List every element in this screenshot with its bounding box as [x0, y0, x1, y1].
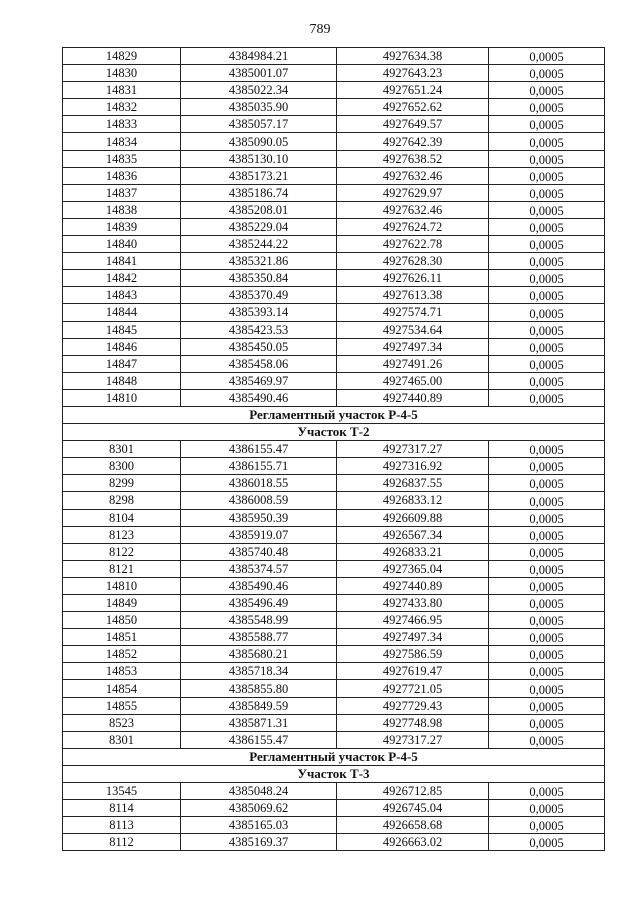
- point-number-cell: 8298: [63, 492, 181, 509]
- accuracy-cell: 0,0005: [489, 731, 605, 748]
- x-coordinate-cell: 4385321.86: [181, 253, 337, 270]
- accuracy-cell: 0,0005: [489, 834, 605, 851]
- y-coordinate-cell: 4927642.39: [337, 133, 489, 150]
- point-number-cell: 14834: [63, 133, 181, 150]
- point-number-cell: 14842: [63, 270, 181, 287]
- y-coordinate-cell: 4927634.38: [337, 48, 489, 65]
- point-number-cell: 14838: [63, 201, 181, 218]
- table-row: [63, 270, 605, 287]
- y-coordinate-cell: 4927534.64: [337, 321, 489, 338]
- accuracy-cell: 0,0005: [489, 218, 605, 235]
- table-row: [63, 441, 605, 458]
- point-number-cell: 8122: [63, 543, 181, 560]
- y-coordinate-cell: 4927433.80: [337, 595, 489, 612]
- accuracy-cell: 0,0005: [489, 184, 605, 201]
- x-coordinate-cell: 4385718.34: [181, 663, 337, 680]
- y-coordinate-cell: 4927624.72: [337, 218, 489, 235]
- x-coordinate-cell: 4385374.57: [181, 560, 337, 577]
- accuracy-cell: 0,0005: [489, 783, 605, 800]
- accuracy-cell: 0,0005: [489, 65, 605, 82]
- accuracy-cell: 0,0005: [489, 99, 605, 116]
- page-number: 789: [309, 22, 331, 37]
- x-coordinate-cell: 4385350.84: [181, 270, 337, 287]
- table-row: [63, 697, 605, 714]
- section-title: Регламентный участок Р-4-5: [63, 406, 605, 423]
- x-coordinate-cell: 4385469.97: [181, 372, 337, 389]
- point-number-cell: 14854: [63, 680, 181, 697]
- x-coordinate-cell: 4385186.74: [181, 184, 337, 201]
- point-number-cell: 14844: [63, 304, 181, 321]
- y-coordinate-cell: 4927316.92: [337, 458, 489, 475]
- x-coordinate-cell: 4385393.14: [181, 304, 337, 321]
- point-number-cell: 8300: [63, 458, 181, 475]
- accuracy-cell: 0,0005: [489, 201, 605, 218]
- table-row: [63, 133, 605, 150]
- table-row: [63, 253, 605, 270]
- point-number-cell: 8123: [63, 526, 181, 543]
- point-number-cell: 14853: [63, 663, 181, 680]
- x-coordinate-cell: 4386155.47: [181, 441, 337, 458]
- table-row: [63, 65, 605, 82]
- y-coordinate-cell: 4927651.24: [337, 82, 489, 99]
- table-row: [63, 612, 605, 629]
- table-row: [63, 218, 605, 235]
- accuracy-cell: 0,0005: [489, 441, 605, 458]
- point-number-cell: 14840: [63, 236, 181, 253]
- x-coordinate-cell: 4385069.62: [181, 800, 337, 817]
- accuracy-cell: 0,0005: [489, 338, 605, 355]
- x-coordinate-cell: 4385173.21: [181, 167, 337, 184]
- x-coordinate-cell: 4386008.59: [181, 492, 337, 509]
- point-number-cell: 8301: [63, 441, 181, 458]
- accuracy-cell: 0,0005: [489, 577, 605, 594]
- accuracy-cell: 0,0005: [489, 543, 605, 560]
- x-coordinate-cell: 4385035.90: [181, 99, 337, 116]
- point-number-cell: 14850: [63, 612, 181, 629]
- accuracy-cell: 0,0005: [489, 646, 605, 663]
- x-coordinate-cell: 4384984.21: [181, 48, 337, 65]
- coordinates-table: [62, 47, 605, 851]
- y-coordinate-cell: 4927574.71: [337, 304, 489, 321]
- table-row: [63, 99, 605, 116]
- table-row: [63, 389, 605, 406]
- x-coordinate-cell: 4385165.03: [181, 817, 337, 834]
- y-coordinate-cell: 4927638.52: [337, 150, 489, 167]
- point-number-cell: 13545: [63, 783, 181, 800]
- y-coordinate-cell: 4927748.98: [337, 714, 489, 731]
- table-row: [63, 321, 605, 338]
- y-coordinate-cell: 4926745.04: [337, 800, 489, 817]
- section-title-row: [63, 748, 605, 765]
- accuracy-cell: 0,0005: [489, 82, 605, 99]
- table-row: [63, 680, 605, 697]
- coordinates-table-body: [63, 48, 605, 851]
- point-number-cell: 14810: [63, 389, 181, 406]
- table-row: [63, 629, 605, 646]
- section-subtitle: Участок Т-3: [63, 765, 605, 782]
- table-row: [63, 731, 605, 748]
- accuracy-cell: 0,0005: [489, 133, 605, 150]
- point-number-cell: 14831: [63, 82, 181, 99]
- y-coordinate-cell: 4927721.05: [337, 680, 489, 697]
- table-row: [63, 458, 605, 475]
- section-title-row: [63, 406, 605, 423]
- accuracy-cell: 0,0005: [489, 116, 605, 133]
- y-coordinate-cell: 4927619.47: [337, 663, 489, 680]
- y-coordinate-cell: 4927317.27: [337, 731, 489, 748]
- x-coordinate-cell: 4386018.55: [181, 475, 337, 492]
- table-row: [63, 560, 605, 577]
- table-row: [63, 287, 605, 304]
- table-row: [63, 48, 605, 65]
- table-row: [63, 800, 605, 817]
- table-row: [63, 201, 605, 218]
- point-number-cell: 14846: [63, 338, 181, 355]
- x-coordinate-cell: 4386155.71: [181, 458, 337, 475]
- point-number-cell: 8112: [63, 834, 181, 851]
- accuracy-cell: 0,0005: [489, 560, 605, 577]
- accuracy-cell: 0,0005: [489, 509, 605, 526]
- section-title: Регламентный участок Р-4-5: [63, 748, 605, 765]
- point-number-cell: 8299: [63, 475, 181, 492]
- y-coordinate-cell: 4926609.88: [337, 509, 489, 526]
- point-number-cell: 14835: [63, 150, 181, 167]
- point-number-cell: 8113: [63, 817, 181, 834]
- table-row: [63, 355, 605, 372]
- accuracy-cell: 0,0005: [489, 150, 605, 167]
- point-number-cell: 8114: [63, 800, 181, 817]
- accuracy-cell: 0,0005: [489, 800, 605, 817]
- point-number-cell: 14830: [63, 65, 181, 82]
- y-coordinate-cell: 4927649.57: [337, 116, 489, 133]
- accuracy-cell: 0,0005: [489, 714, 605, 731]
- x-coordinate-cell: 4386155.47: [181, 731, 337, 748]
- table-row: [63, 577, 605, 594]
- table-row: [63, 82, 605, 99]
- accuracy-cell: 0,0005: [489, 287, 605, 304]
- y-coordinate-cell: 4927613.38: [337, 287, 489, 304]
- accuracy-cell: 0,0005: [489, 236, 605, 253]
- x-coordinate-cell: 4385588.77: [181, 629, 337, 646]
- table-row: [63, 184, 605, 201]
- point-number-cell: 14829: [63, 48, 181, 65]
- y-coordinate-cell: 4927365.04: [337, 560, 489, 577]
- y-coordinate-cell: 4926833.21: [337, 543, 489, 560]
- x-coordinate-cell: 4385855.80: [181, 680, 337, 697]
- y-coordinate-cell: 4927440.89: [337, 389, 489, 406]
- table-row: [63, 714, 605, 731]
- x-coordinate-cell: 4385370.49: [181, 287, 337, 304]
- point-number-cell: 14855: [63, 697, 181, 714]
- accuracy-cell: 0,0005: [489, 321, 605, 338]
- y-coordinate-cell: 4927643.23: [337, 65, 489, 82]
- accuracy-cell: 0,0005: [489, 304, 605, 321]
- section-subtitle-row: [63, 765, 605, 782]
- point-number-cell: 14810: [63, 577, 181, 594]
- x-coordinate-cell: 4385169.37: [181, 834, 337, 851]
- point-number-cell: 14833: [63, 116, 181, 133]
- point-number-cell: 14836: [63, 167, 181, 184]
- y-coordinate-cell: 4926712.85: [337, 783, 489, 800]
- table-row: [63, 492, 605, 509]
- x-coordinate-cell: 4385740.48: [181, 543, 337, 560]
- x-coordinate-cell: 4385548.99: [181, 612, 337, 629]
- x-coordinate-cell: 4385057.17: [181, 116, 337, 133]
- point-number-cell: 14845: [63, 321, 181, 338]
- y-coordinate-cell: 4927622.78: [337, 236, 489, 253]
- accuracy-cell: 0,0005: [489, 167, 605, 184]
- point-number-cell: 14852: [63, 646, 181, 663]
- accuracy-cell: 0,0005: [489, 612, 605, 629]
- x-coordinate-cell: 4385919.07: [181, 526, 337, 543]
- y-coordinate-cell: 4926837.55: [337, 475, 489, 492]
- accuracy-cell: 0,0005: [489, 48, 605, 65]
- x-coordinate-cell: 4385423.53: [181, 321, 337, 338]
- accuracy-cell: 0,0005: [489, 629, 605, 646]
- y-coordinate-cell: 4927491.26: [337, 355, 489, 372]
- table-row: [63, 526, 605, 543]
- y-coordinate-cell: 4927440.89: [337, 577, 489, 594]
- table-row: [63, 509, 605, 526]
- x-coordinate-cell: 4385229.04: [181, 218, 337, 235]
- y-coordinate-cell: 4927317.27: [337, 441, 489, 458]
- x-coordinate-cell: 4385048.24: [181, 783, 337, 800]
- x-coordinate-cell: 4385680.21: [181, 646, 337, 663]
- x-coordinate-cell: 4385458.06: [181, 355, 337, 372]
- table-row: [63, 372, 605, 389]
- point-number-cell: 14851: [63, 629, 181, 646]
- y-coordinate-cell: 4927626.11: [337, 270, 489, 287]
- table-row: [63, 167, 605, 184]
- accuracy-cell: 0,0005: [489, 595, 605, 612]
- point-number-cell: 14847: [63, 355, 181, 372]
- table-row: [63, 150, 605, 167]
- accuracy-cell: 0,0005: [489, 389, 605, 406]
- y-coordinate-cell: 4927729.43: [337, 697, 489, 714]
- y-coordinate-cell: 4926663.02: [337, 834, 489, 851]
- y-coordinate-cell: 4927629.97: [337, 184, 489, 201]
- table-row: [63, 817, 605, 834]
- y-coordinate-cell: 4927586.59: [337, 646, 489, 663]
- point-number-cell: 14849: [63, 595, 181, 612]
- point-number-cell: 14843: [63, 287, 181, 304]
- x-coordinate-cell: 4385450.05: [181, 338, 337, 355]
- x-coordinate-cell: 4385001.07: [181, 65, 337, 82]
- x-coordinate-cell: 4385950.39: [181, 509, 337, 526]
- accuracy-cell: 0,0005: [489, 526, 605, 543]
- y-coordinate-cell: 4927497.34: [337, 338, 489, 355]
- y-coordinate-cell: 4927497.34: [337, 629, 489, 646]
- accuracy-cell: 0,0005: [489, 663, 605, 680]
- y-coordinate-cell: 4927652.62: [337, 99, 489, 116]
- accuracy-cell: 0,0005: [489, 355, 605, 372]
- table-row: [63, 834, 605, 851]
- x-coordinate-cell: 4385490.46: [181, 389, 337, 406]
- accuracy-cell: 0,0005: [489, 475, 605, 492]
- x-coordinate-cell: 4385022.34: [181, 82, 337, 99]
- point-number-cell: 14839: [63, 218, 181, 235]
- y-coordinate-cell: 4927632.46: [337, 167, 489, 184]
- y-coordinate-cell: 4926658.68: [337, 817, 489, 834]
- x-coordinate-cell: 4385130.10: [181, 150, 337, 167]
- table-row: [63, 116, 605, 133]
- accuracy-cell: 0,0005: [489, 372, 605, 389]
- accuracy-cell: 0,0005: [489, 817, 605, 834]
- table-row: [63, 304, 605, 321]
- x-coordinate-cell: 4385208.01: [181, 201, 337, 218]
- y-coordinate-cell: 4926833.12: [337, 492, 489, 509]
- table-row: [63, 663, 605, 680]
- section-subtitle-row: [63, 424, 605, 441]
- point-number-cell: 14848: [63, 372, 181, 389]
- table-row: [63, 783, 605, 800]
- accuracy-cell: 0,0005: [489, 458, 605, 475]
- accuracy-cell: 0,0005: [489, 697, 605, 714]
- point-number-cell: 8301: [63, 731, 181, 748]
- x-coordinate-cell: 4385496.49: [181, 595, 337, 612]
- section-subtitle: Участок Т-2: [63, 424, 605, 441]
- accuracy-cell: 0,0005: [489, 492, 605, 509]
- point-number-cell: 14832: [63, 99, 181, 116]
- x-coordinate-cell: 4385871.31: [181, 714, 337, 731]
- table-row: [63, 646, 605, 663]
- table-row: [63, 475, 605, 492]
- accuracy-cell: 0,0005: [489, 253, 605, 270]
- y-coordinate-cell: 4927632.46: [337, 201, 489, 218]
- point-number-cell: 14837: [63, 184, 181, 201]
- table-row: [63, 543, 605, 560]
- table-row: [63, 595, 605, 612]
- y-coordinate-cell: 4927466.95: [337, 612, 489, 629]
- y-coordinate-cell: 4927628.30: [337, 253, 489, 270]
- accuracy-cell: 0,0005: [489, 680, 605, 697]
- point-number-cell: 14841: [63, 253, 181, 270]
- point-number-cell: 8104: [63, 509, 181, 526]
- x-coordinate-cell: 4385849.59: [181, 697, 337, 714]
- accuracy-cell: 0,0005: [489, 270, 605, 287]
- table-row: [63, 338, 605, 355]
- y-coordinate-cell: 4926567.34: [337, 526, 489, 543]
- x-coordinate-cell: 4385090.05: [181, 133, 337, 150]
- point-number-cell: 8121: [63, 560, 181, 577]
- point-number-cell: 8523: [63, 714, 181, 731]
- table-row: [63, 236, 605, 253]
- x-coordinate-cell: 4385244.22: [181, 236, 337, 253]
- x-coordinate-cell: 4385490.46: [181, 577, 337, 594]
- y-coordinate-cell: 4927465.00: [337, 372, 489, 389]
